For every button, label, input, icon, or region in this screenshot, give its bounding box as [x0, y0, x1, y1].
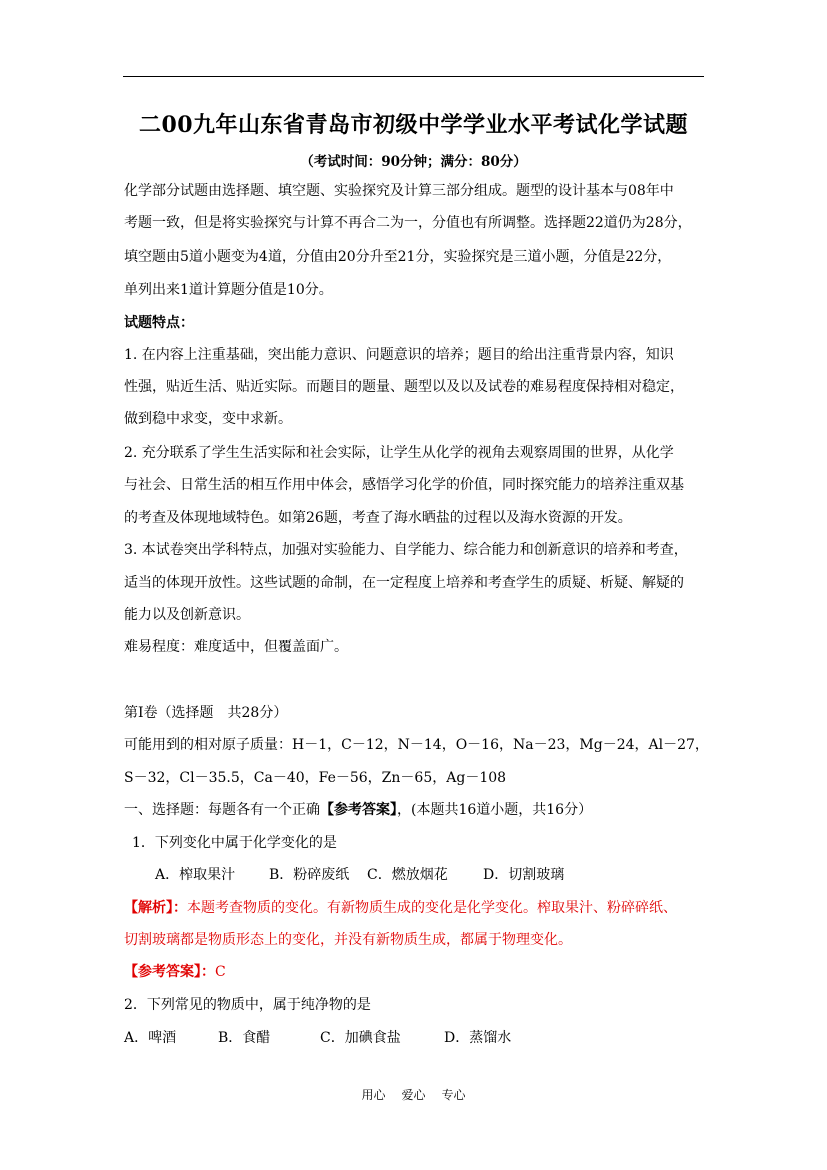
intro-line: 单列出来1道计算题分值是10分。	[124, 282, 333, 298]
part1-title: 第Ⅰ卷（选择题 共28分）	[124, 705, 288, 721]
question-1-analysis-cont: 切割玻璃都是物质形态上的变化，并没有新物质生成，都属于物理变化。	[124, 932, 572, 948]
analysis-label: 【解析】：	[124, 900, 187, 916]
exam-info: （考试时间：90分钟；满分：80分）	[300, 154, 527, 170]
feature-line: 适当的体现开放性。这些试题的命制，在一定程度上培养和考查学生的质疑、析疑、解疑的	[124, 575, 684, 591]
footer-text: 专心	[441, 1088, 466, 1102]
question-2-stem: 2．下列常见的物质中，属于纯净物的是	[124, 997, 371, 1013]
feature-line: 能力以及创新意识。	[124, 607, 250, 623]
option-b: B．粉碎废纸	[269, 867, 350, 883]
document-title: 二00九年山东省青岛市初级中学学业水平考试化学试题	[138, 112, 689, 138]
section1-heading-pre: 一、选择题：每题各有一个正确	[124, 802, 320, 818]
option-c: C．加碘食盐	[320, 1030, 401, 1046]
section1-heading	[124, 801, 592, 819]
option-a: A．啤酒	[124, 1030, 177, 1046]
footer-text: 用心	[361, 1088, 386, 1102]
feature-line: 性强，贴近生活、贴近实际。而题目的题量、题型以及以及试卷的难易程度保持相对稳定，	[124, 379, 684, 395]
intro-line: 考题一致，但是将实验探究与计算不再合二为一，分值也有所调整。选择题22道仍为28分，	[124, 215, 692, 231]
answer-label: 【参考答案】：	[124, 964, 215, 980]
feature-line: 做到稳中求变，变中求新。	[124, 411, 292, 427]
header-rule	[123, 76, 704, 77]
option-c: C．燃放烟花	[367, 867, 448, 883]
footer-text: 爱心	[401, 1088, 426, 1102]
section1-heading-bold: 【参考答案】	[320, 802, 397, 818]
option-a: A．榨取果汁	[155, 867, 236, 883]
question-1-options	[155, 866, 564, 884]
intro-line: 化学部分试题由选择题、填空题、实验探究及计算三部分组成。题型的设计基本与08年中	[124, 183, 674, 199]
question-2-options	[124, 1029, 511, 1047]
feature-line: 2. 充分联系了学生生活实际和社会实际，让学生从化学的视角去观察周围的世界，从化学	[124, 445, 674, 461]
feature-line: 1. 在内容上注重基础，突出能力意识、问题意识的培养；题目的给出注重背景内容，知识	[124, 347, 674, 363]
question-1-answer	[124, 963, 226, 981]
feature-line: 3. 本试卷突出学科特点，加强对实验能力、自学能力、综合能力和创新意识的培养和考查，	[124, 542, 688, 558]
answer-value: C	[215, 964, 226, 980]
intro-line: 填空题由5道小题变为4道，分值由20分升至21分，实验探究是三道小题，分值是22分，	[124, 249, 672, 265]
analysis-text: 本题考查物质的变化。有新物质生成的变化是化学变化。榨取果汁、粉碎碎纸、	[187, 900, 677, 916]
question-1-stem: 1．下列变化中属于化学变化的是	[132, 835, 337, 851]
features-heading: 试题特点：	[124, 315, 194, 331]
option-b: B．食醋	[218, 1030, 271, 1046]
question-1-analysis	[124, 899, 677, 917]
option-d: D．切割玻璃	[483, 867, 565, 883]
feature-line: 的考查及体现地域特色。如第26题，考查了海水晒盐的过程以及海水资源的开发。	[124, 510, 632, 526]
feature-line: 与社会、日常生活的相互作用中体会，感悟学习化学的价值，同时探究能力的培养注重双基	[124, 477, 684, 493]
atomic-masses-line: 可能用到的相对原子质量：H－1，C－12，N－14，O－16，Na－23，Mg－24，Al－27，	[124, 737, 709, 753]
difficulty-note: 难易程度：难度适中，但覆盖面广。	[124, 639, 348, 655]
section1-heading-post: ，(本题共16道小题，共16分）	[397, 802, 593, 818]
page-footer	[0, 1086, 827, 1103]
atomic-masses-line: S－32，Cl－35.5，Ca－40，Fe－56，Zn－65，Ag－108	[124, 770, 507, 786]
option-d: D．蒸馏水	[444, 1030, 512, 1046]
